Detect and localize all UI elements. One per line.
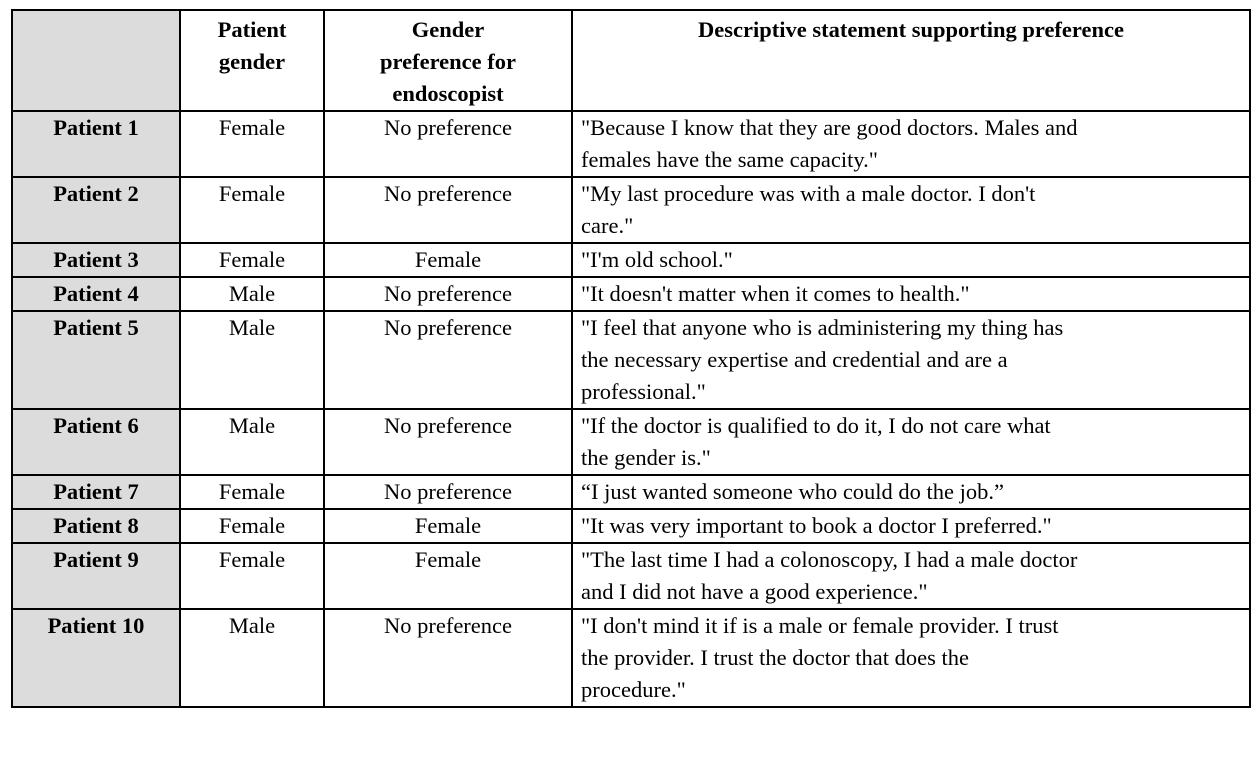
patient-label: Patient 8 bbox=[12, 509, 180, 543]
patient-gender-cell: Female bbox=[180, 509, 324, 543]
gender-preference-cell: No preference bbox=[324, 475, 572, 509]
patient-gender-cell: Female bbox=[180, 543, 324, 609]
patient-label: Patient 7 bbox=[12, 475, 180, 509]
patient-gender-cell: Male bbox=[180, 409, 324, 475]
gender-preference-cell: No preference bbox=[324, 177, 572, 243]
statement-cell bbox=[572, 243, 1250, 277]
statement-cell bbox=[572, 609, 1250, 707]
statement-line: "My last procedure was with a male doctor. I don't bbox=[581, 181, 1036, 206]
statement-line: the provider. I trust the doctor that does the bbox=[581, 645, 970, 670]
patient-gender-cell: Female bbox=[180, 177, 324, 243]
statement-line: "The last time I had a colonoscopy, I had a male doctor bbox=[581, 547, 1078, 572]
header-patient-gender-line: Patient bbox=[217, 17, 287, 42]
statement-cell bbox=[572, 475, 1250, 509]
patient-label: Patient 5 bbox=[12, 311, 180, 409]
table-row bbox=[12, 409, 1250, 475]
statement-cell bbox=[572, 111, 1250, 177]
statement-line: professional." bbox=[581, 379, 706, 404]
statement-line: care." bbox=[581, 213, 634, 238]
patient-label: Patient 2 bbox=[12, 177, 180, 243]
header-statement bbox=[572, 10, 1250, 111]
statement-cell bbox=[572, 409, 1250, 475]
patient-gender-cell: Female bbox=[180, 243, 324, 277]
table-row bbox=[12, 311, 1250, 409]
statement-line: the necessary expertise and credential and are a bbox=[581, 347, 1008, 372]
statement-line: "If the doctor is qualified to do it, I do not care what bbox=[581, 413, 1051, 438]
statement-cell bbox=[572, 543, 1250, 609]
statement-cell bbox=[572, 277, 1250, 311]
statement-line: "It was very important to book a doctor I preferred." bbox=[581, 513, 1052, 538]
statement-cell bbox=[572, 509, 1250, 543]
statement-line: "I feel that anyone who is administering my thing has bbox=[581, 315, 1064, 340]
statement-cell bbox=[572, 311, 1250, 409]
gender-preference-cell: No preference bbox=[324, 609, 572, 707]
header-statement-line: Descriptive statement supporting preference bbox=[698, 17, 1124, 42]
patient-gender-cell: Female bbox=[180, 111, 324, 177]
statement-cell bbox=[572, 177, 1250, 243]
patient-preference-table bbox=[11, 9, 1251, 708]
patient-gender-cell: Male bbox=[180, 311, 324, 409]
patient-label: Patient 6 bbox=[12, 409, 180, 475]
statement-line: "Because I know that they are good doctors. Males and bbox=[581, 115, 1078, 140]
statement-line: "I'm old school." bbox=[581, 247, 733, 272]
statement-line: the gender is." bbox=[581, 445, 711, 470]
gender-preference-cell: No preference bbox=[324, 111, 572, 177]
table-row bbox=[12, 277, 1250, 311]
patient-gender-cell: Female bbox=[180, 475, 324, 509]
patient-label: Patient 4 bbox=[12, 277, 180, 311]
patient-label: Patient 9 bbox=[12, 543, 180, 609]
header-row bbox=[12, 10, 1250, 111]
header-patient-gender bbox=[180, 10, 324, 111]
patient-label: Patient 1 bbox=[12, 111, 180, 177]
patient-label: Patient 3 bbox=[12, 243, 180, 277]
gender-preference-cell: No preference bbox=[324, 311, 572, 409]
table-body bbox=[12, 111, 1250, 707]
gender-preference-cell: Female bbox=[324, 543, 572, 609]
statement-line: "It doesn't matter when it comes to health." bbox=[581, 281, 970, 306]
header-gender-preference-line: endoscopist bbox=[392, 81, 504, 106]
patient-gender-cell: Male bbox=[180, 277, 324, 311]
statement-line: "I don't mind it if is a male or female provider. I trust bbox=[581, 613, 1059, 638]
header-corner-cell bbox=[12, 10, 180, 111]
header-gender-preference-line: Gender bbox=[411, 17, 485, 42]
header-gender-preference bbox=[324, 10, 572, 111]
header-gender-preference-line: preference for bbox=[380, 49, 516, 74]
statement-line: procedure." bbox=[581, 677, 686, 702]
patient-label: Patient 10 bbox=[12, 609, 180, 707]
patient-gender-cell: Male bbox=[180, 609, 324, 707]
gender-preference-cell: No preference bbox=[324, 409, 572, 475]
table-row bbox=[12, 243, 1250, 277]
table-row bbox=[12, 509, 1250, 543]
statement-line: females have the same capacity." bbox=[581, 147, 878, 172]
table-row bbox=[12, 609, 1250, 707]
table-row bbox=[12, 543, 1250, 609]
header-patient-gender-line: gender bbox=[218, 49, 286, 74]
table-row bbox=[12, 475, 1250, 509]
table-row bbox=[12, 111, 1250, 177]
statement-line: and I did not have a good experience." bbox=[581, 579, 928, 604]
statement-line: “I just wanted someone who could do the job.” bbox=[581, 479, 1005, 504]
gender-preference-cell: Female bbox=[324, 509, 572, 543]
gender-preference-cell: No preference bbox=[324, 277, 572, 311]
table-row bbox=[12, 177, 1250, 243]
gender-preference-cell: Female bbox=[324, 243, 572, 277]
